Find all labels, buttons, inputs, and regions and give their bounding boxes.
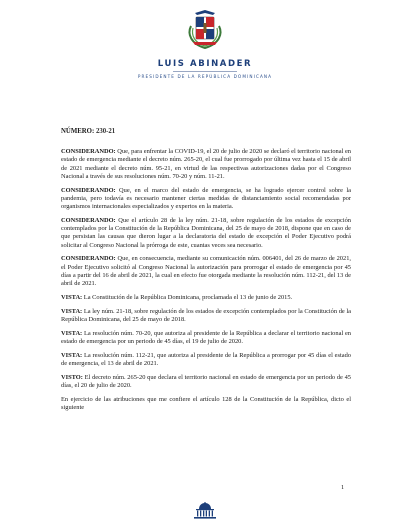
president-name: LUIS ABINADER <box>157 59 253 69</box>
paragraph-text: El decreto núm. 265-20 que declara el territorio nacional en estado de emergencia por un periodo de 45 días, el 20 de julio de 2020. <box>61 373 351 389</box>
paragraph-text: Que, para enfrentar la COVID-19, el 20 de julio de 2020 se declaró el territorio nacional en estado de emergencia mediante el decreto núm. 265-20, el cual fue prorrogado por última vez hasta el 15 de abril de 2021 mediante el decreto núm. 95-21, en virtud de las respectivas autorizaciones dadas por el Congreso Nacional a través de sus resoluciones núm. 70-20 y núm. 11-21. <box>61 148 351 180</box>
paragraph-text: Que, en el marco del estado de emergencia, se ha logrado ejercer control sobre la pandemia, pero todavía es necesario mantener ciertas medidas de distanciamiento social recomendadas por organismos internacionales especializados y expertos en la materia. <box>61 186 351 211</box>
paragraph-lead: CONSIDERANDO: <box>61 255 116 263</box>
paragraph-lead: CONSIDERANDO: <box>61 148 116 155</box>
paragraph-lead: VISTO: <box>61 373 83 381</box>
paragraph <box>61 352 351 369</box>
paragraph <box>61 148 351 181</box>
paragraph <box>61 217 351 250</box>
paragraph <box>61 294 351 302</box>
page-number: 1 <box>341 484 345 491</box>
paragraph-text: Que, en consecuencia, mediante su comunicación núm. 006401, del 26 de marzo de 2021, el Poder Ejecutivo solicitó al Congreso Nacional la autorización para prorrogar el estado de emergencia por 45 días a partir del 16 de abril de 2021, la cual en efecto fue otorgada mediante la resolución núm. 112-21, del 13 de abril de 2021. <box>61 255 351 288</box>
paragraph-lead: VISTA: <box>61 329 83 337</box>
dominican-coat-of-arms-icon <box>185 6 225 50</box>
paragraph-lead: CONSIDERANDO: <box>61 186 116 194</box>
paragraph-text: La resolución núm. 70-20, que autoriza al presidente de la República a declarar el territorio nacional en estado de emergencia por un periodo de 45 días, el 19 de julio de 2020. <box>61 329 351 345</box>
paragraph <box>61 374 351 391</box>
paragraph-text: La ley núm. 21-18, sobre regulación de los estados de excepción contemplados por la Constitución de la República Dominicana, del 25 de mayo de 2018. <box>61 307 351 323</box>
header-divider <box>173 71 237 72</box>
decree-body <box>61 148 351 418</box>
paragraph-lead: CONSIDERANDO: <box>61 216 116 224</box>
decree-number-label: NÚMERO: <box>61 128 95 135</box>
paragraph-text: En ejercicio de las atribuciones que me confiere el artículo 128 de la Constitución de la República, dicto el siguiente <box>61 395 351 411</box>
paragraph <box>61 255 351 288</box>
paragraph-text: La Constitución de la República Dominicana, proclamada el 13 de junio de 2015. <box>82 294 293 302</box>
paragraph-text: Que el artículo 28 de la ley núm. 21-18, sobre regulación de los estados de excepción contemplados por la Constitución de la República Dominicana, del 25 de mayo de 2018, dispone que en caso de que persistan las causas que dieron lugar a la declaratoria del estado de excepción el Poder Ejecutivo podrá solicitar al Congreso Nacional la prórroga de este, cuantas veces sea necesario. <box>61 216 351 249</box>
paragraph <box>61 330 351 347</box>
paragraph <box>61 187 351 212</box>
palace-logo-icon <box>193 502 217 520</box>
paragraph-lead: VISTA: <box>61 351 83 359</box>
decree-number-value: 230-21 <box>95 128 116 135</box>
president-title: PRESIDENTE DE LA REPÚBLICA DOMINICANA <box>137 74 273 79</box>
paragraph <box>61 396 351 413</box>
paragraph-lead: VISTA: <box>61 307 83 315</box>
paragraph-lead: VISTA: <box>61 294 83 302</box>
paragraph-text: La resolución núm. 112-21, que autoriza al presidente de la República a prorrogar por 45 días el estado de emergencia, el 13 de abril de 2021. <box>61 351 351 367</box>
decree-number <box>61 128 115 135</box>
paragraph <box>61 308 351 325</box>
